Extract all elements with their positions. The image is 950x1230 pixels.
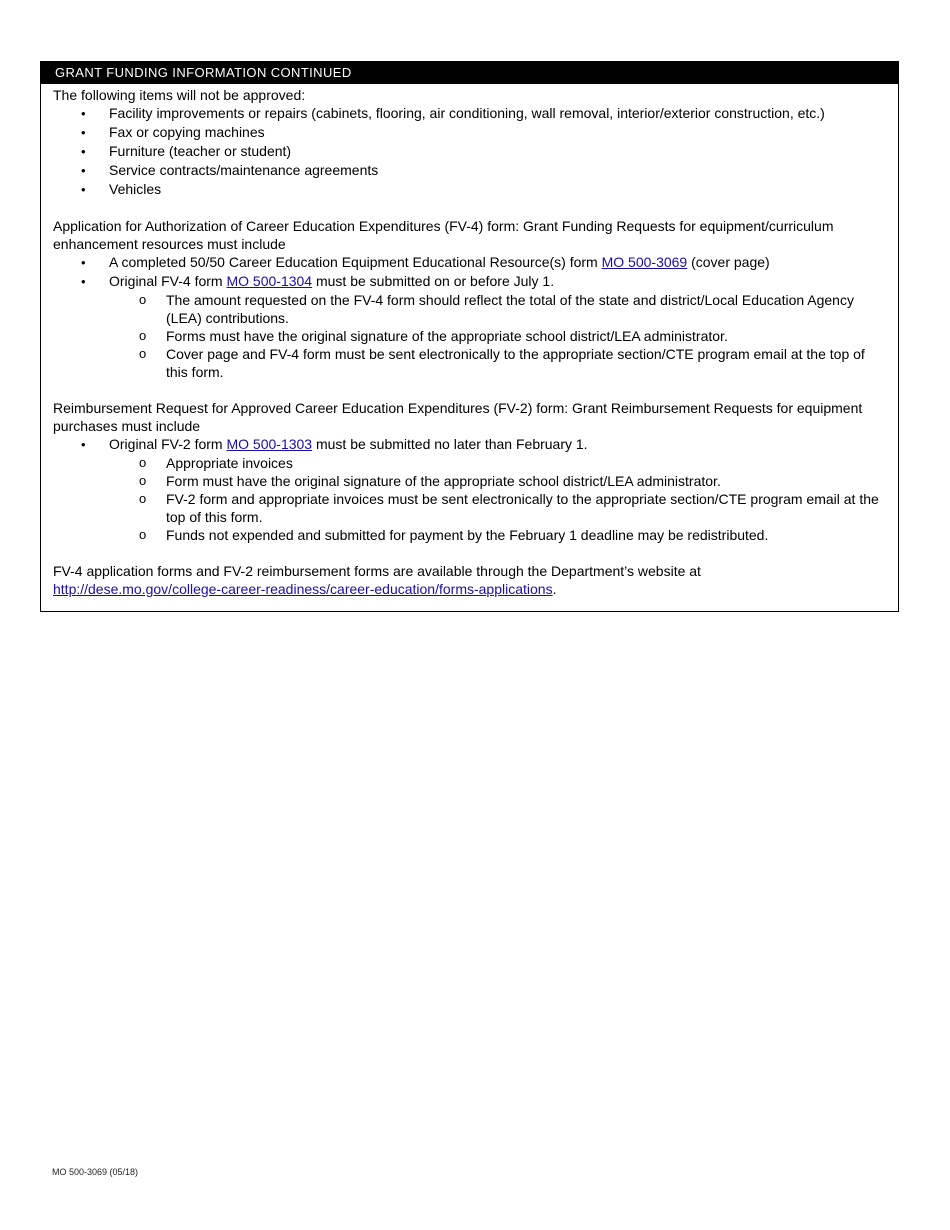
list-item: o The amount requested on the FV-4 form should reflect the total of the state and district/Local Education Agency (LEA) contributions.	[139, 292, 854, 326]
fv2-list	[53, 435, 886, 454]
list-item: • Facility improvements or repairs (cabinets, flooring, air conditioning, wall removal, interior/exterior construction, etc.)	[81, 105, 825, 121]
section-header: GRANT FUNDING INFORMATION CONTINUED	[40, 61, 899, 84]
bullet-icon: •	[81, 163, 86, 178]
list-item: o Funds not expended and submitted for payment by the February 1 deadline may be redistributed.	[139, 527, 769, 543]
sub-bullet-icon: o	[139, 455, 147, 470]
list-item: • Vehicles	[81, 181, 162, 197]
fv4-list	[53, 253, 886, 291]
bullet-icon: •	[81, 255, 86, 270]
sub-bullet-icon: o	[139, 473, 147, 488]
sub-bullet-icon: o	[139, 346, 147, 361]
bullet-icon: •	[81, 182, 86, 197]
grant-funding-section	[40, 61, 899, 612]
mo-500-3069-link[interactable]: MO 500-3069	[601, 254, 688, 270]
sub-bullet-icon: o	[139, 527, 147, 542]
fv2-intro: Reimbursement Request for Approved Career Education Expenditures (FV-2) form: Grant Reimbursement Requests for equipment purchases must include	[53, 400, 863, 434]
bullet-icon: •	[81, 144, 86, 159]
bullet-icon: •	[81, 437, 86, 452]
list-item: • Furniture (teacher or student)	[81, 143, 292, 159]
list-item: • A completed 50/50 Career Education Equipment Educational Resource(s) form MO 500-3069 (cover page)	[81, 254, 770, 270]
closing-text: FV-4 application forms and FV-2 reimbursement forms are available through the Department’s website at http://dese.mo.gov/college-career-readiness/career-education/forms-applications.	[53, 563, 701, 597]
list-item: o Form must have the original signature of the appropriate school district/LEA administrator.	[139, 473, 721, 489]
list-item: • Original FV-2 form MO 500-1303 must be submitted no later than February 1.	[81, 436, 588, 452]
sub-bullet-icon: o	[139, 491, 147, 506]
sub-bullet-icon: o	[139, 328, 147, 343]
section-content	[41, 84, 898, 598]
dese-website-link[interactable]: http://dese.mo.gov/college-career-readiness/career-education/forms-applications	[53, 581, 553, 597]
list-item: • Original FV-4 form MO 500-1304 must be submitted on or before July 1.	[81, 273, 555, 289]
list-item: o Forms must have the original signature of the appropriate school district/LEA administrator.	[139, 328, 728, 344]
list-item: • Fax or copying machines	[81, 124, 265, 140]
list-item: o Appropriate invoices	[139, 455, 293, 471]
bullet-icon: •	[81, 274, 86, 289]
spacer	[53, 381, 886, 399]
fv2-sub-list	[53, 454, 886, 544]
spacer	[53, 544, 886, 562]
list-item: o FV-2 form and appropriate invoices must be sent electronically to the appropriate section/CTE program email at the top of this form.	[139, 491, 879, 525]
spacer	[53, 199, 886, 217]
fv4-intro: Application for Authorization of Career Education Expenditures (FV-4) form: Grant Funding Requests for equipment/curriculum enhancement resources must include	[53, 218, 834, 252]
form-code: MO 500-3069 (05/18)	[52, 1167, 139, 1177]
fv4-sub-list	[53, 291, 886, 381]
bullet-icon: •	[81, 125, 86, 140]
mo-500-1304-link[interactable]: MO 500-1304	[226, 273, 313, 289]
mo-500-1303-link[interactable]: MO 500-1303	[226, 436, 313, 452]
not-approved-intro: The following items will not be approved:	[53, 87, 306, 103]
list-item: • Service contracts/maintenance agreements	[81, 162, 379, 178]
sub-bullet-icon: o	[139, 292, 147, 307]
not-approved-list	[53, 104, 886, 199]
list-item: o Cover page and FV-4 form must be sent electronically to the appropriate section/CTE program email at the top of this form.	[139, 346, 865, 380]
bullet-icon: •	[81, 106, 86, 121]
